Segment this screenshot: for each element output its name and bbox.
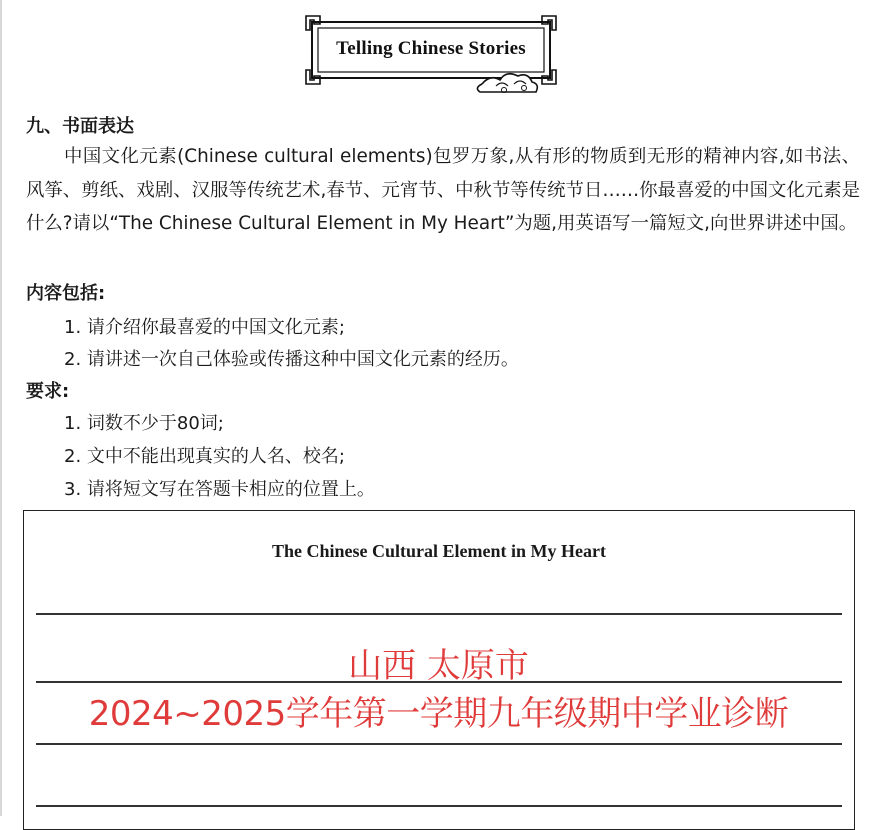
section-title: 九、书面表达 [26,116,134,137]
banner [304,14,558,98]
requirement-item: 2. 文中不能出现真实的人名、校名; [64,446,345,467]
content-heading: 内容包括: [26,283,106,304]
answer-title: The Chinese Cultural Element in My Heart [272,541,606,561]
content-item: 2. 请讲述一次自己体验或传播这种中国文化元素的经历。 [64,349,519,370]
requirements-heading: 要求: [26,381,70,402]
writing-line [36,805,842,807]
overlay-exam-title: 2024~2025学年第一学期九年级期中学业诊断 [88,694,789,734]
requirement-item: 3. 请将短文写在答题卡相应的位置上。 [64,479,375,500]
banner-title: Telling Chinese Stories [336,38,526,59]
writing-line [36,743,842,745]
content-item: 1. 请介绍你最喜爱的中国文化元素; [64,317,345,338]
prompt-paragraph: 中国文化元素(Chinese cultural elements)包罗万象,从有形的物质到无形的精神内容,如书法、风筝、剪纸、戏剧、汉服等传统艺术,春节、元宵节、中秋节等传统节日……你最喜爱的中国文化元素是什么?请以“The Chinese Cultural Element in My Heart”为题,用英语写一篇短文,向世界讲述中国。 [26,146,860,234]
writing-line [36,613,842,615]
overlay-location: 山西 太原市 [348,646,529,686]
requirement-item: 1. 词数不少于80词; [64,413,224,434]
